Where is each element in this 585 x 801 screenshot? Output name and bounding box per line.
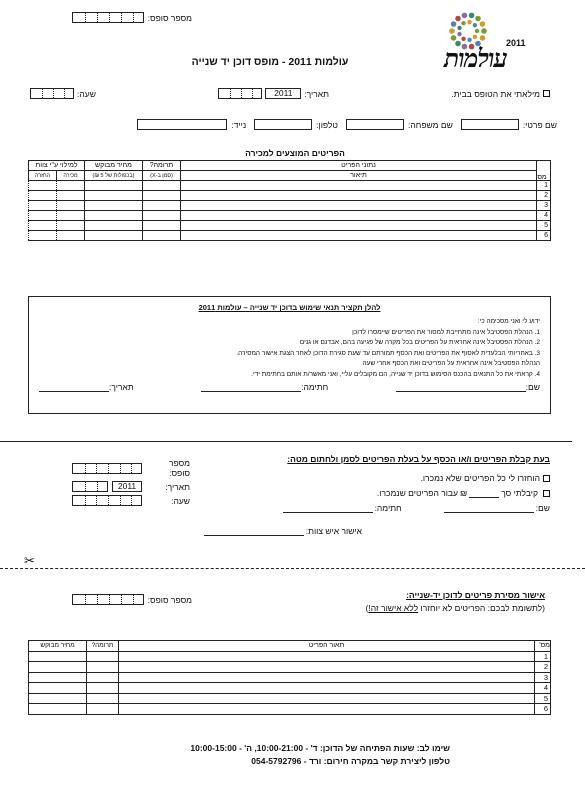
item-donation[interactable]	[143, 211, 181, 221]
last-name-field[interactable]	[346, 119, 404, 130]
item-donation[interactable]	[143, 231, 181, 241]
delivery-desc[interactable]	[119, 672, 535, 683]
phone-label: טלפון:	[316, 119, 338, 130]
receipt-date-label: תאריך:	[165, 481, 190, 492]
delivery-num: 5	[535, 693, 551, 704]
item-price[interactable]	[85, 181, 143, 191]
delivery-price[interactable]	[29, 693, 87, 704]
col-price-header: מחיר מבוקש	[85, 161, 143, 171]
receipt-right-fields	[22, 458, 190, 506]
delivery-desc[interactable]	[119, 683, 535, 694]
received-amount-field[interactable]	[469, 489, 499, 498]
first-name-field[interactable]	[461, 119, 519, 130]
logo-text: עולמות	[444, 44, 507, 73]
receipt-time-field[interactable]	[72, 495, 142, 506]
delivery-col-num: מס'	[535, 641, 551, 652]
delivery-row	[29, 693, 551, 704]
phone-field[interactable]	[254, 119, 312, 130]
item-staff-sale[interactable]	[57, 231, 85, 241]
last-name-label: שם משפחה:	[407, 119, 453, 130]
delivery-row	[29, 651, 551, 662]
terms-signature-row	[39, 382, 540, 392]
terms-intro: ידוע לי ואני מסכימה כי:	[477, 318, 540, 325]
item-staff-return[interactable]	[29, 211, 57, 221]
filled-at-home	[451, 89, 550, 99]
terms-signature-field[interactable]	[201, 391, 301, 392]
delivery-desc[interactable]	[119, 704, 535, 715]
item-num: 2	[537, 191, 551, 201]
delivery-vendor-number-label: מספר סופס:	[147, 594, 192, 605]
item-desc[interactable]	[181, 221, 537, 231]
terms-signature-label: חתימה:	[301, 382, 329, 392]
receipt-staff-row	[172, 518, 362, 536]
receipt-received	[280, 488, 550, 498]
delivery-donation[interactable]	[87, 683, 119, 694]
delivery-num: 2	[535, 662, 551, 673]
filled-at-home-checkbox[interactable]	[543, 90, 550, 97]
terms-item-3b: הנהלת הפסטיבל אינה אחראית על הפריטים ואת הכסף אחרי שעה	[362, 360, 540, 367]
received-label-a: קיבלתי סך	[501, 488, 538, 498]
delivery-num: 4	[535, 683, 551, 694]
delivery-row	[29, 672, 551, 683]
item-price[interactable]	[85, 191, 143, 201]
item-staff-return[interactable]	[29, 231, 57, 241]
col-staff-header: למילוי ע"י צוות	[29, 161, 85, 171]
receipt-signature-label: חתימה:	[374, 503, 402, 513]
receipt-vendor-number-field[interactable]	[72, 463, 142, 474]
col-donation-sub: (סמן ב-X)	[143, 171, 181, 181]
col-group-header: נתוני הפריט	[181, 161, 537, 171]
item-num: 1	[537, 181, 551, 191]
delivery-donation[interactable]	[87, 651, 119, 662]
delivery-price[interactable]	[29, 651, 87, 662]
item-staff-sale[interactable]	[57, 201, 85, 211]
item-staff-return[interactable]	[29, 221, 57, 231]
time-label: שעה:	[77, 88, 96, 99]
returned-checkbox[interactable]	[543, 475, 550, 482]
delivery-note-suffix: )	[365, 603, 369, 613]
col-num-label: מס'	[536, 174, 547, 181]
vendor-number-field[interactable]	[72, 12, 144, 23]
date-year-field[interactable]: 2011	[265, 88, 301, 99]
items-row	[29, 201, 551, 211]
footer-contact: טלפון ליצירת קשר במקרה חירום: ורד - 054-5792796	[251, 756, 450, 766]
delivery-num: 1	[535, 651, 551, 662]
item-desc[interactable]	[181, 201, 537, 211]
form-row-1	[30, 88, 550, 99]
received-currency: ₪	[460, 488, 468, 498]
delivery-note-underline: ללא אישור זה!	[368, 603, 419, 613]
first-name-label: שם פרטי:	[522, 119, 557, 130]
delivery-title: אישור מסירת פריטים לדוכן יד-שנייה:	[406, 590, 545, 600]
items-row	[29, 181, 551, 191]
item-staff-return[interactable]	[29, 181, 57, 191]
item-donation[interactable]	[143, 221, 181, 231]
delivery-col-desc: תאור הפריט	[119, 641, 535, 652]
delivery-col-price: מחיר מבוקש	[29, 641, 87, 652]
terms-name-label: שם:	[525, 382, 540, 392]
items-table	[28, 160, 551, 241]
cut-line	[0, 568, 585, 569]
delivery-desc[interactable]	[119, 651, 535, 662]
receipt-returned	[320, 473, 550, 483]
delivery-table	[28, 640, 551, 715]
vendor-number-top	[22, 12, 192, 23]
receipt-date-year-field[interactable]: 2011	[112, 481, 142, 492]
col-staff-sale: מכירה	[57, 171, 85, 181]
items-row	[29, 221, 551, 231]
returned-label: הוחזרו לי כל הפריטים שלא נמכרו.	[420, 473, 540, 483]
terms-date-field[interactable]	[39, 391, 109, 392]
delivery-price[interactable]	[29, 672, 87, 683]
delivery-num: 3	[535, 672, 551, 683]
date-label: תאריך:	[304, 88, 329, 99]
logo-year: 2011	[506, 38, 526, 48]
delivery-note-prefix: (לתשומת לבכם: הפריטים לא יוחזרו	[420, 603, 545, 613]
item-desc[interactable]	[181, 231, 537, 241]
item-num: 5	[537, 221, 551, 231]
col-donation-header: תרומה?	[143, 161, 181, 171]
receipt-signature-field[interactable]	[283, 504, 373, 513]
item-num: 3	[537, 201, 551, 211]
item-price[interactable]	[85, 231, 143, 241]
item-donation[interactable]	[143, 201, 181, 211]
item-desc[interactable]	[181, 181, 537, 191]
terms-item-3: 3. באחריותי הבלעדית לאסוף את הפריטים ואת הכסף תמורתם עד שעת סגירת הדוכן לאחר הצגת אישור המסירה.	[236, 349, 540, 357]
item-num: 6	[537, 231, 551, 241]
item-num: 4	[537, 211, 551, 221]
filled-at-home-label: מילאתי את הטופס בבית.	[451, 88, 540, 99]
delivery-col-donation: תרומה?	[87, 641, 119, 652]
mobile-label: נייד:	[231, 119, 247, 130]
terms-name-field[interactable]	[396, 391, 526, 392]
time-field[interactable]	[30, 88, 74, 99]
item-price[interactable]	[85, 221, 143, 231]
delivery-donation[interactable]	[87, 662, 119, 673]
delivery-row	[29, 662, 551, 673]
item-price[interactable]	[85, 211, 143, 221]
receipt-title: בעת קבלת הפריטים ו/או הכסף על בעלת הפריטים לסמן ולחתום מטה:	[287, 454, 550, 464]
delivery-price[interactable]	[29, 683, 87, 694]
vendor-number-label: מספר סופס:	[147, 12, 192, 23]
delivery-donation[interactable]	[87, 704, 119, 715]
time-group	[30, 88, 96, 99]
footer-hours: שימו לב: שעות הפתיחה של הדוכן: ד' - 10:00-21:00, ה' - 10:00-15:00	[190, 743, 450, 753]
col-price-sub: (בכפולות של 5 ₪)	[85, 171, 143, 181]
terms-box	[28, 296, 551, 414]
receipt-name-row	[250, 503, 550, 513]
received-checkbox[interactable]	[543, 490, 550, 497]
date-field[interactable]	[218, 88, 262, 99]
terms-title: להלן תקציר תנאי שימוש בדוכן יד שנייה – עולמות 2011	[198, 303, 381, 312]
received-label-b: עבור הפריטים שנמכרו.	[376, 488, 458, 498]
terms-date-label: תאריך:	[109, 382, 134, 392]
scissors-icon: ✂	[24, 553, 35, 568]
delivery-vendor-number-field[interactable]	[72, 594, 144, 605]
section-divider	[0, 441, 572, 442]
items-table-title: הפריטים המוצעים למכירה	[245, 148, 345, 158]
receipt-staff-field[interactable]	[204, 518, 304, 536]
terms-item-1: 1. הנהלת הפסטיבל אינה מתחייבת למסור את הפריטים שיימסרו לדוכן	[352, 328, 540, 336]
delivery-price[interactable]	[29, 704, 87, 715]
item-staff-sale[interactable]	[57, 221, 85, 231]
delivery-row	[29, 683, 551, 694]
date-group	[218, 88, 329, 99]
delivery-price[interactable]	[29, 662, 87, 673]
item-staff-sale[interactable]	[57, 181, 85, 191]
delivery-note	[230, 603, 545, 613]
col-desc-header: תיאור	[181, 171, 537, 181]
receipt-time-label: שעה:	[171, 495, 190, 506]
item-donation[interactable]	[143, 191, 181, 201]
form-row-2	[60, 119, 557, 130]
delivery-desc[interactable]	[119, 662, 535, 673]
items-row	[29, 231, 551, 241]
item-desc[interactable]	[181, 191, 537, 201]
terms-item-4: 4. קראתי את כל התנאים בהכנס הסימוש בדוכן יד שנייה, הם מקובלים עליי, ואני מאשר/ת אותם בחתימת ידי.	[251, 370, 540, 378]
receipt-date-field[interactable]	[72, 481, 108, 492]
items-row	[29, 191, 551, 201]
item-donation[interactable]	[143, 181, 181, 191]
delivery-donation[interactable]	[87, 672, 119, 683]
col-staff-return: החזרה	[29, 171, 57, 181]
item-staff-sale[interactable]	[57, 191, 85, 201]
delivery-desc[interactable]	[119, 693, 535, 704]
receipt-name-field[interactable]	[444, 504, 534, 513]
item-staff-return[interactable]	[29, 191, 57, 201]
delivery-vendor-number	[22, 594, 192, 605]
receipt-vendor-number-label: מספר סופס:	[168, 458, 190, 478]
delivery-row	[29, 704, 551, 715]
mobile-field[interactable]	[137, 119, 227, 130]
receipt-name-label: שם:	[535, 503, 550, 513]
receipt-staff-label: אישור איש צוות:	[305, 526, 362, 536]
delivery-donation[interactable]	[87, 693, 119, 704]
item-staff-sale[interactable]	[57, 211, 85, 221]
delivery-num: 6	[535, 704, 551, 715]
page-title: עולמות 2011 - מופס דוכן יד שנייה	[191, 56, 349, 68]
item-price[interactable]	[85, 201, 143, 211]
terms-item-2: 2. הנהלת הפסטיבל אינה אחראית על הפריטים בכל מקרה של פגיעה בהם, אבדנם או גנים	[299, 339, 540, 346]
item-staff-return[interactable]	[29, 201, 57, 211]
item-desc[interactable]	[181, 211, 537, 221]
festival-logo	[436, 10, 541, 72]
items-row	[29, 211, 551, 221]
